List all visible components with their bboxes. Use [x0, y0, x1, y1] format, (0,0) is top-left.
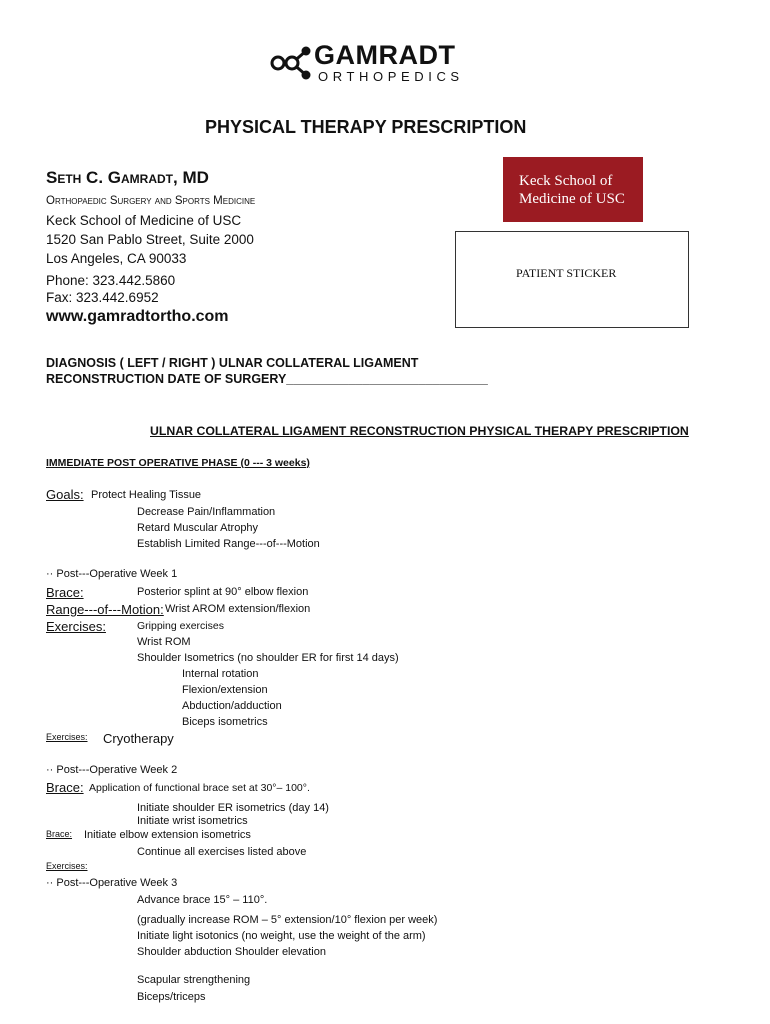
week1-exercise-list: [137, 618, 399, 666]
week2-item1: Initiate shoulder ER isometrics (day 14): [137, 802, 329, 814]
week2-brace-label: Brace:: [46, 780, 84, 795]
patient-sticker-label: PATIENT STICKER: [516, 266, 617, 280]
sub-exercise-item: Abduction/adduction: [182, 700, 282, 712]
week1-exercises2-label: Exercises:: [46, 732, 88, 742]
exercise-item: Wrist ROM: [137, 636, 191, 648]
doctor-specialty: Orthopaedic Surgery and Sports Medicine: [46, 195, 256, 207]
doctor-website[interactable]: www.gamradtortho.com: [46, 308, 229, 325]
goals-list: [137, 504, 320, 552]
week2-item3: Initiate elbow extension isometrics: [84, 829, 251, 841]
logo-molecule-icon: [270, 42, 314, 84]
keck-logo: [503, 157, 643, 222]
week1-rom-text: Wrist AROM extension/flexion: [165, 603, 311, 615]
week1-brace-label: Brace:: [46, 585, 84, 600]
page-title: PHYSICAL THERAPY PRESCRIPTION: [205, 117, 527, 137]
exercise-item: Shoulder Isometrics (no shoulder ER for first 14 days): [137, 652, 399, 664]
doctor-fax: Fax: 323.442.6952: [46, 290, 159, 305]
goals-label: Goals:: [46, 487, 84, 502]
week2-brace-text: Application of functional brace set at 30°– 100°.: [89, 782, 310, 794]
sub-exercise-item: Biceps isometrics: [182, 716, 268, 728]
exercise-item: Gripping exercises: [137, 620, 224, 632]
patient-sticker-box: [455, 231, 689, 328]
week2-item2: Initiate wrist isometrics: [137, 815, 248, 827]
logo-sub: ORTHOPEDICS: [318, 69, 464, 84]
week3-item: Shoulder abduction Shoulder elevation: [137, 946, 326, 958]
week1-rom-label: Range---of---Motion:: [46, 602, 164, 617]
keck-logo-line1: Keck School of: [519, 173, 613, 189]
diagnosis-line1: DIAGNOSIS ( LEFT / RIGHT ) ULNAR COLLATERAL LIGAMENT: [46, 356, 419, 370]
week3-item: Advance brace 15° – 110°.: [137, 894, 268, 906]
goals-first: Protect Healing Tissue: [91, 489, 202, 501]
sub-exercise-item: Flexion/extension: [182, 684, 268, 696]
week2-item4: Continue all exercises listed above: [137, 846, 307, 858]
week1-brace-text: Posterior splint at 90° elbow flexion: [137, 586, 309, 598]
doctor-street: 1520 San Pablo Street, Suite 2000: [46, 232, 254, 247]
doctor-school: Keck School of Medicine of USC: [46, 213, 242, 228]
phase-heading: IMMEDIATE POST OPERATIVE PHASE (0 --- 3 weeks): [46, 457, 310, 469]
logo-name: GAMRADT: [314, 40, 456, 70]
week2-heading: ·· Post---Operative Week 2: [46, 764, 178, 776]
goal-item: Retard Muscular Atrophy: [137, 522, 259, 534]
doctor-phone: Phone: 323.442.5860: [46, 273, 176, 288]
keck-logo-line2: Medicine of USC: [519, 191, 625, 207]
week2-exercises-label: Exercises:: [46, 861, 88, 871]
section-title: ULNAR COLLATERAL LIGAMENT RECONSTRUCTION PHYSICAL THERAPY PRESCRIPTION: [150, 424, 689, 438]
doctor-city: Los Angeles, CA 90033: [46, 251, 187, 266]
week1-exercises-label: Exercises:: [46, 619, 106, 634]
week3-item: Initiate light isotonics (no weight, use the weight of the arm): [137, 930, 426, 942]
diagnosis-line2: RECONSTRUCTION DATE OF SURGERY_____________________________: [46, 372, 488, 386]
week3-item: (gradually increase ROM – 5° extension/10° flexion per week): [137, 914, 438, 926]
week1-cryotherapy: Cryotherapy: [103, 731, 174, 746]
week3-item: Biceps/triceps: [137, 991, 206, 1003]
week2-brace2-label: Brace:: [46, 829, 73, 839]
week3-heading: ·· Post---Operative Week 3: [46, 877, 178, 889]
sub-exercise-item: Internal rotation: [182, 668, 259, 680]
goal-item: Establish Limited Range---of---Motion: [137, 538, 320, 550]
week1-heading: ·· Post---Operative Week 1: [46, 568, 178, 580]
week3-item: Scapular strengthening: [137, 974, 251, 986]
week1-sub-list: [182, 666, 282, 730]
doctor-name: Seth C. Gamradt, MD: [46, 168, 209, 187]
goal-item: Decrease Pain/Inflammation: [137, 506, 276, 518]
logo: [270, 42, 470, 87]
